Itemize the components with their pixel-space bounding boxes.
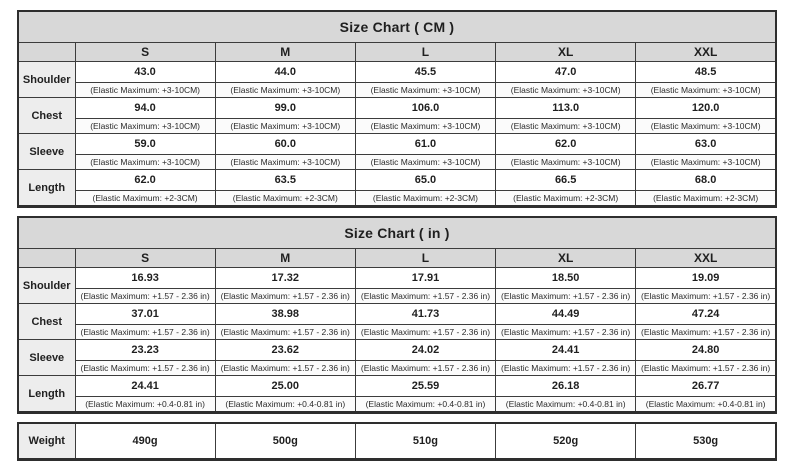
elastic-note-cell: (Elastic Maximum: +2-3CM)	[215, 191, 355, 207]
column-header-s: S	[75, 43, 215, 62]
elastic-note-cell: (Elastic Maximum: +3-10CM)	[215, 83, 355, 98]
elastic-note-row	[18, 155, 776, 170]
elastic-note-cell: (Elastic Maximum: +3-10CM)	[75, 83, 215, 98]
column-header-m: M	[215, 249, 355, 268]
column-header-m: M	[215, 43, 355, 62]
elastic-note-cell: (Elastic Maximum: +3-10CM)	[496, 83, 636, 98]
size-value-cell: 16.93	[75, 268, 215, 289]
size-value-cell: 66.5	[496, 170, 636, 191]
elastic-note-cell: (Elastic Maximum: +1.57 - 2.36 in)	[496, 289, 636, 304]
corner-cell	[18, 43, 75, 62]
elastic-note-cell: (Elastic Maximum: +1.57 - 2.36 in)	[215, 289, 355, 304]
size-value-cell: 120.0	[636, 98, 776, 119]
size-chart-table-in	[17, 216, 777, 414]
size-value-cell: 68.0	[636, 170, 776, 191]
size-value-cell: 43.0	[75, 62, 215, 83]
row-label-shoulder: Shoulder	[18, 62, 75, 98]
size-value-cell: 38.98	[215, 304, 355, 325]
size-value-cell: 24.41	[75, 376, 215, 397]
row-label-weight: Weight	[18, 423, 75, 460]
elastic-note-cell: (Elastic Maximum: +0.4-0.81 in)	[355, 397, 495, 413]
size-header-row	[18, 249, 776, 268]
column-header-l: L	[355, 43, 495, 62]
size-value-cell: 63.0	[636, 134, 776, 155]
size-value-cell: 47.24	[636, 304, 776, 325]
size-value-cell: 61.0	[355, 134, 495, 155]
elastic-note-row	[18, 361, 776, 376]
elastic-note-cell: (Elastic Maximum: +1.57 - 2.36 in)	[636, 361, 776, 376]
table-title: Size Chart ( CM )	[18, 11, 776, 43]
elastic-note-cell: (Elastic Maximum: +1.57 - 2.36 in)	[75, 361, 215, 376]
elastic-note-row	[18, 397, 776, 413]
size-value-cell: 48.5	[636, 62, 776, 83]
size-value-cell: 113.0	[496, 98, 636, 119]
column-header-xxl: XXL	[636, 249, 776, 268]
size-value-cell: 62.0	[496, 134, 636, 155]
size-value-cell: 17.32	[215, 268, 355, 289]
elastic-note-cell: (Elastic Maximum: +1.57 - 2.36 in)	[75, 289, 215, 304]
weight-value-cell: 490g	[75, 423, 215, 460]
size-value-cell: 45.5	[355, 62, 495, 83]
elastic-note-cell: (Elastic Maximum: +3-10CM)	[636, 83, 776, 98]
weight-value-cell: 500g	[215, 423, 355, 460]
table-row	[18, 304, 776, 325]
size-value-cell: 94.0	[75, 98, 215, 119]
table-row	[18, 268, 776, 289]
table-row	[18, 98, 776, 119]
elastic-note-row	[18, 83, 776, 98]
elastic-note-cell: (Elastic Maximum: +0.4-0.81 in)	[215, 397, 355, 413]
elastic-note-cell: (Elastic Maximum: +1.57 - 2.36 in)	[636, 325, 776, 340]
elastic-note-cell: (Elastic Maximum: +1.57 - 2.36 in)	[75, 325, 215, 340]
row-label-sleeve: Sleeve	[18, 134, 75, 170]
row-label-length: Length	[18, 170, 75, 207]
elastic-note-cell: (Elastic Maximum: +0.4-0.81 in)	[496, 397, 636, 413]
size-chart-table-cm	[17, 10, 777, 208]
size-value-cell: 37.01	[75, 304, 215, 325]
size-value-cell: 25.59	[355, 376, 495, 397]
weight-row	[18, 423, 776, 460]
size-value-cell: 60.0	[215, 134, 355, 155]
row-label-length: Length	[18, 376, 75, 413]
elastic-note-cell: (Elastic Maximum: +2-3CM)	[75, 191, 215, 207]
size-value-cell: 65.0	[355, 170, 495, 191]
table-row	[18, 134, 776, 155]
column-header-l: L	[355, 249, 495, 268]
elastic-note-cell: (Elastic Maximum: +3-10CM)	[75, 119, 215, 134]
elastic-note-cell: (Elastic Maximum: +3-10CM)	[355, 155, 495, 170]
row-label-chest: Chest	[18, 98, 75, 134]
column-header-xl: XL	[496, 43, 636, 62]
elastic-note-cell: (Elastic Maximum: +1.57 - 2.36 in)	[355, 325, 495, 340]
size-value-cell: 26.77	[636, 376, 776, 397]
size-value-cell: 24.80	[636, 340, 776, 361]
size-value-cell: 44.0	[215, 62, 355, 83]
row-label-sleeve: Sleeve	[18, 340, 75, 376]
elastic-note-cell: (Elastic Maximum: +3-10CM)	[496, 119, 636, 134]
row-label-shoulder: Shoulder	[18, 268, 75, 304]
elastic-note-cell: (Elastic Maximum: +3-10CM)	[636, 155, 776, 170]
table-row	[18, 170, 776, 191]
weight-table	[17, 422, 777, 461]
elastic-note-cell: (Elastic Maximum: +3-10CM)	[496, 155, 636, 170]
size-value-cell: 106.0	[355, 98, 495, 119]
column-header-s: S	[75, 249, 215, 268]
row-label-chest: Chest	[18, 304, 75, 340]
size-value-cell: 26.18	[496, 376, 636, 397]
size-value-cell: 17.91	[355, 268, 495, 289]
elastic-note-cell: (Elastic Maximum: +0.4-0.81 in)	[636, 397, 776, 413]
elastic-note-cell: (Elastic Maximum: +3-10CM)	[355, 119, 495, 134]
size-value-cell: 25.00	[215, 376, 355, 397]
elastic-note-cell: (Elastic Maximum: +3-10CM)	[636, 119, 776, 134]
elastic-note-row	[18, 191, 776, 207]
column-header-xl: XL	[496, 249, 636, 268]
size-value-cell: 18.50	[496, 268, 636, 289]
elastic-note-cell: (Elastic Maximum: +3-10CM)	[215, 119, 355, 134]
elastic-note-row	[18, 325, 776, 340]
size-value-cell: 47.0	[496, 62, 636, 83]
elastic-note-cell: (Elastic Maximum: +1.57 - 2.36 in)	[496, 361, 636, 376]
elastic-note-cell: (Elastic Maximum: +1.57 - 2.36 in)	[215, 325, 355, 340]
weight-value-cell: 530g	[636, 423, 776, 460]
elastic-note-cell: (Elastic Maximum: +2-3CM)	[636, 191, 776, 207]
elastic-note-row	[18, 289, 776, 304]
corner-cell	[18, 249, 75, 268]
size-value-cell: 44.49	[496, 304, 636, 325]
table-title-row	[18, 217, 776, 249]
size-value-cell: 62.0	[75, 170, 215, 191]
size-value-cell: 23.23	[75, 340, 215, 361]
elastic-note-cell: (Elastic Maximum: +1.57 - 2.36 in)	[636, 289, 776, 304]
weight-value-cell: 510g	[355, 423, 495, 460]
table-row	[18, 62, 776, 83]
elastic-note-cell: (Elastic Maximum: +2-3CM)	[355, 191, 495, 207]
elastic-note-cell: (Elastic Maximum: +3-10CM)	[355, 83, 495, 98]
elastic-note-cell: (Elastic Maximum: +3-10CM)	[215, 155, 355, 170]
elastic-note-cell: (Elastic Maximum: +2-3CM)	[496, 191, 636, 207]
size-value-cell: 24.41	[496, 340, 636, 361]
size-value-cell: 19.09	[636, 268, 776, 289]
table-title-row	[18, 11, 776, 43]
table-row	[18, 376, 776, 397]
elastic-note-cell: (Elastic Maximum: +1.57 - 2.36 in)	[496, 325, 636, 340]
elastic-note-cell: (Elastic Maximum: +1.57 - 2.36 in)	[355, 289, 495, 304]
size-value-cell: 23.62	[215, 340, 355, 361]
size-header-row	[18, 43, 776, 62]
table-row	[18, 340, 776, 361]
column-header-xxl: XXL	[636, 43, 776, 62]
weight-value-cell: 520g	[496, 423, 636, 460]
elastic-note-cell: (Elastic Maximum: +0.4-0.81 in)	[75, 397, 215, 413]
size-value-cell: 59.0	[75, 134, 215, 155]
elastic-note-cell: (Elastic Maximum: +3-10CM)	[75, 155, 215, 170]
size-value-cell: 63.5	[215, 170, 355, 191]
elastic-note-cell: (Elastic Maximum: +1.57 - 2.36 in)	[215, 361, 355, 376]
table-title: Size Chart ( in )	[18, 217, 776, 249]
elastic-note-cell: (Elastic Maximum: +1.57 - 2.36 in)	[355, 361, 495, 376]
size-value-cell: 41.73	[355, 304, 495, 325]
size-value-cell: 24.02	[355, 340, 495, 361]
elastic-note-row	[18, 119, 776, 134]
size-value-cell: 99.0	[215, 98, 355, 119]
